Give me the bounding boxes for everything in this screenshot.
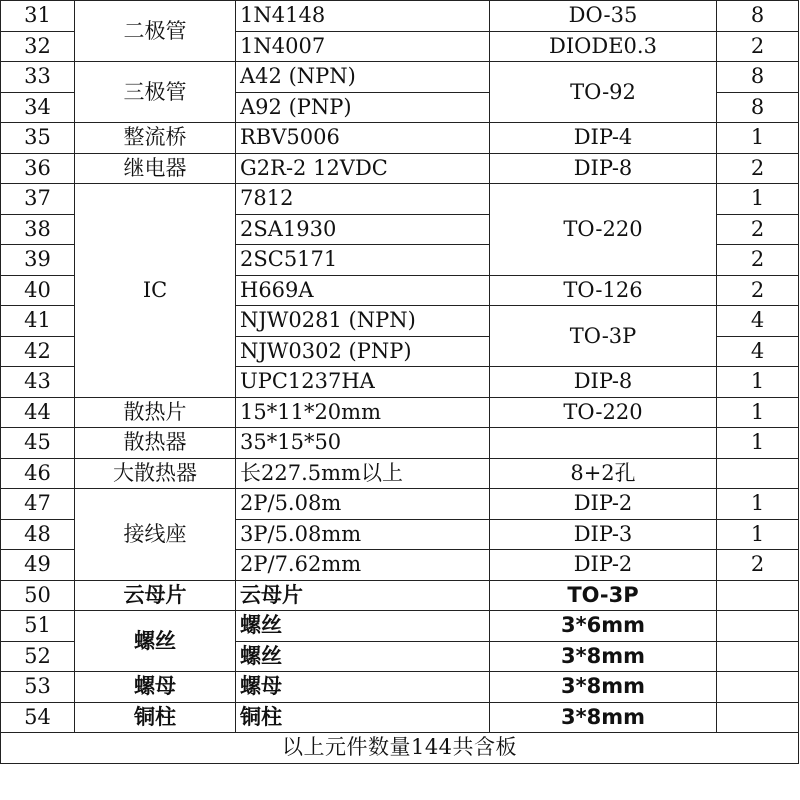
component-quantity: 2 bbox=[717, 275, 799, 306]
row-number: 46 bbox=[1, 458, 75, 489]
component-model: 1N4007 bbox=[236, 31, 490, 62]
component-package: TO-126 bbox=[490, 275, 717, 306]
component-quantity: 4 bbox=[717, 336, 799, 367]
table-row bbox=[1, 397, 799, 428]
component-model: G2R-2 12VDC bbox=[236, 153, 490, 184]
component-model: H669A bbox=[236, 275, 490, 306]
component-package: TO-220 bbox=[490, 184, 717, 276]
row-number: 39 bbox=[1, 245, 75, 276]
component-quantity bbox=[717, 458, 799, 489]
row-number: 47 bbox=[1, 489, 75, 520]
footer-row bbox=[1, 733, 799, 764]
component-name: 大散热器 bbox=[75, 458, 236, 489]
table-row bbox=[1, 702, 799, 733]
component-quantity: 2 bbox=[717, 214, 799, 245]
component-package: 3*8mm bbox=[490, 702, 717, 733]
row-number: 40 bbox=[1, 275, 75, 306]
component-model: 螺丝 bbox=[236, 641, 490, 672]
row-number: 50 bbox=[1, 580, 75, 611]
row-number: 44 bbox=[1, 397, 75, 428]
row-number: 41 bbox=[1, 306, 75, 337]
component-model: 7812 bbox=[236, 184, 490, 215]
component-package: 3*6mm bbox=[490, 611, 717, 642]
component-quantity bbox=[717, 641, 799, 672]
row-number: 38 bbox=[1, 214, 75, 245]
component-model: 2P/7.62mm bbox=[236, 550, 490, 581]
component-name: 螺母 bbox=[75, 672, 236, 703]
footer-note: 以上元件数量144共含板 bbox=[1, 733, 799, 764]
row-number: 54 bbox=[1, 702, 75, 733]
component-quantity: 1 bbox=[717, 519, 799, 550]
component-model: RBV5006 bbox=[236, 123, 490, 154]
row-number: 43 bbox=[1, 367, 75, 398]
component-name: 整流桥 bbox=[75, 123, 236, 154]
component-package: DO-35 bbox=[490, 1, 717, 32]
component-quantity: 2 bbox=[717, 153, 799, 184]
table-row bbox=[1, 153, 799, 184]
component-model: 15*11*20mm bbox=[236, 397, 490, 428]
component-model: 铜柱 bbox=[236, 702, 490, 733]
component-model: NJW0302 (PNP) bbox=[236, 336, 490, 367]
component-quantity: 1 bbox=[717, 428, 799, 459]
table-row bbox=[1, 184, 799, 215]
component-quantity bbox=[717, 702, 799, 733]
component-name: 二极管 bbox=[75, 1, 236, 62]
component-model: 2SC5171 bbox=[236, 245, 490, 276]
component-model: 35*15*50 bbox=[236, 428, 490, 459]
table-row bbox=[1, 428, 799, 459]
component-package: DIP-4 bbox=[490, 123, 717, 154]
component-package: TO-3P bbox=[490, 306, 717, 367]
component-name: 接线座 bbox=[75, 489, 236, 581]
component-model: 长227.5mm以上 bbox=[236, 458, 490, 489]
row-number: 49 bbox=[1, 550, 75, 581]
component-model: A92 (PNP) bbox=[236, 92, 490, 123]
component-quantity bbox=[717, 611, 799, 642]
row-number: 42 bbox=[1, 336, 75, 367]
row-number: 52 bbox=[1, 641, 75, 672]
component-name: IC bbox=[75, 184, 236, 398]
component-name: 三极管 bbox=[75, 62, 236, 123]
component-quantity: 2 bbox=[717, 550, 799, 581]
row-number: 36 bbox=[1, 153, 75, 184]
component-package: TO-92 bbox=[490, 62, 717, 123]
component-package: 3*8mm bbox=[490, 641, 717, 672]
table-row bbox=[1, 672, 799, 703]
component-name: 继电器 bbox=[75, 153, 236, 184]
table-row bbox=[1, 458, 799, 489]
component-package: 8+2孔 bbox=[490, 458, 717, 489]
component-package: DIP-8 bbox=[490, 153, 717, 184]
component-package: DIP-8 bbox=[490, 367, 717, 398]
table-row bbox=[1, 580, 799, 611]
row-number: 31 bbox=[1, 1, 75, 32]
component-model: 2SA1930 bbox=[236, 214, 490, 245]
component-quantity: 1 bbox=[717, 184, 799, 215]
component-model: 2P/5.08m bbox=[236, 489, 490, 520]
component-name: 云母片 bbox=[75, 580, 236, 611]
component-quantity: 8 bbox=[717, 1, 799, 32]
component-name: 散热器 bbox=[75, 428, 236, 459]
row-number: 45 bbox=[1, 428, 75, 459]
component-model: NJW0281 (NPN) bbox=[236, 306, 490, 337]
component-package: TO-220 bbox=[490, 397, 717, 428]
component-package: TO-3P bbox=[490, 580, 717, 611]
component-quantity: 2 bbox=[717, 31, 799, 62]
row-number: 34 bbox=[1, 92, 75, 123]
component-quantity: 1 bbox=[717, 489, 799, 520]
component-quantity: 8 bbox=[717, 92, 799, 123]
row-number: 35 bbox=[1, 123, 75, 154]
component-package: DIP-2 bbox=[490, 550, 717, 581]
component-quantity: 2 bbox=[717, 245, 799, 276]
row-number: 33 bbox=[1, 62, 75, 93]
component-name: 铜柱 bbox=[75, 702, 236, 733]
component-model: A42 (NPN) bbox=[236, 62, 490, 93]
table-row bbox=[1, 489, 799, 520]
component-package: DIODE0.3 bbox=[490, 31, 717, 62]
component-quantity: 1 bbox=[717, 397, 799, 428]
table-row bbox=[1, 123, 799, 154]
row-number: 53 bbox=[1, 672, 75, 703]
table-row bbox=[1, 1, 799, 32]
component-model: 1N4148 bbox=[236, 1, 490, 32]
component-quantity bbox=[717, 580, 799, 611]
component-model: 螺丝 bbox=[236, 611, 490, 642]
table-row bbox=[1, 611, 799, 642]
component-model: 云母片 bbox=[236, 580, 490, 611]
component-quantity: 1 bbox=[717, 123, 799, 154]
row-number: 37 bbox=[1, 184, 75, 215]
component-package bbox=[490, 428, 717, 459]
row-number: 48 bbox=[1, 519, 75, 550]
component-quantity: 1 bbox=[717, 367, 799, 398]
component-quantity bbox=[717, 672, 799, 703]
component-package: 3*8mm bbox=[490, 672, 717, 703]
component-model: 3P/5.08mm bbox=[236, 519, 490, 550]
component-package: DIP-2 bbox=[490, 489, 717, 520]
component-name: 螺丝 bbox=[75, 611, 236, 672]
component-quantity: 8 bbox=[717, 62, 799, 93]
component-package: DIP-3 bbox=[490, 519, 717, 550]
component-model: UPC1237HA bbox=[236, 367, 490, 398]
component-model: 螺母 bbox=[236, 672, 490, 703]
component-quantity: 4 bbox=[717, 306, 799, 337]
component-name: 散热片 bbox=[75, 397, 236, 428]
row-number: 32 bbox=[1, 31, 75, 62]
table-row bbox=[1, 62, 799, 93]
row-number: 51 bbox=[1, 611, 75, 642]
